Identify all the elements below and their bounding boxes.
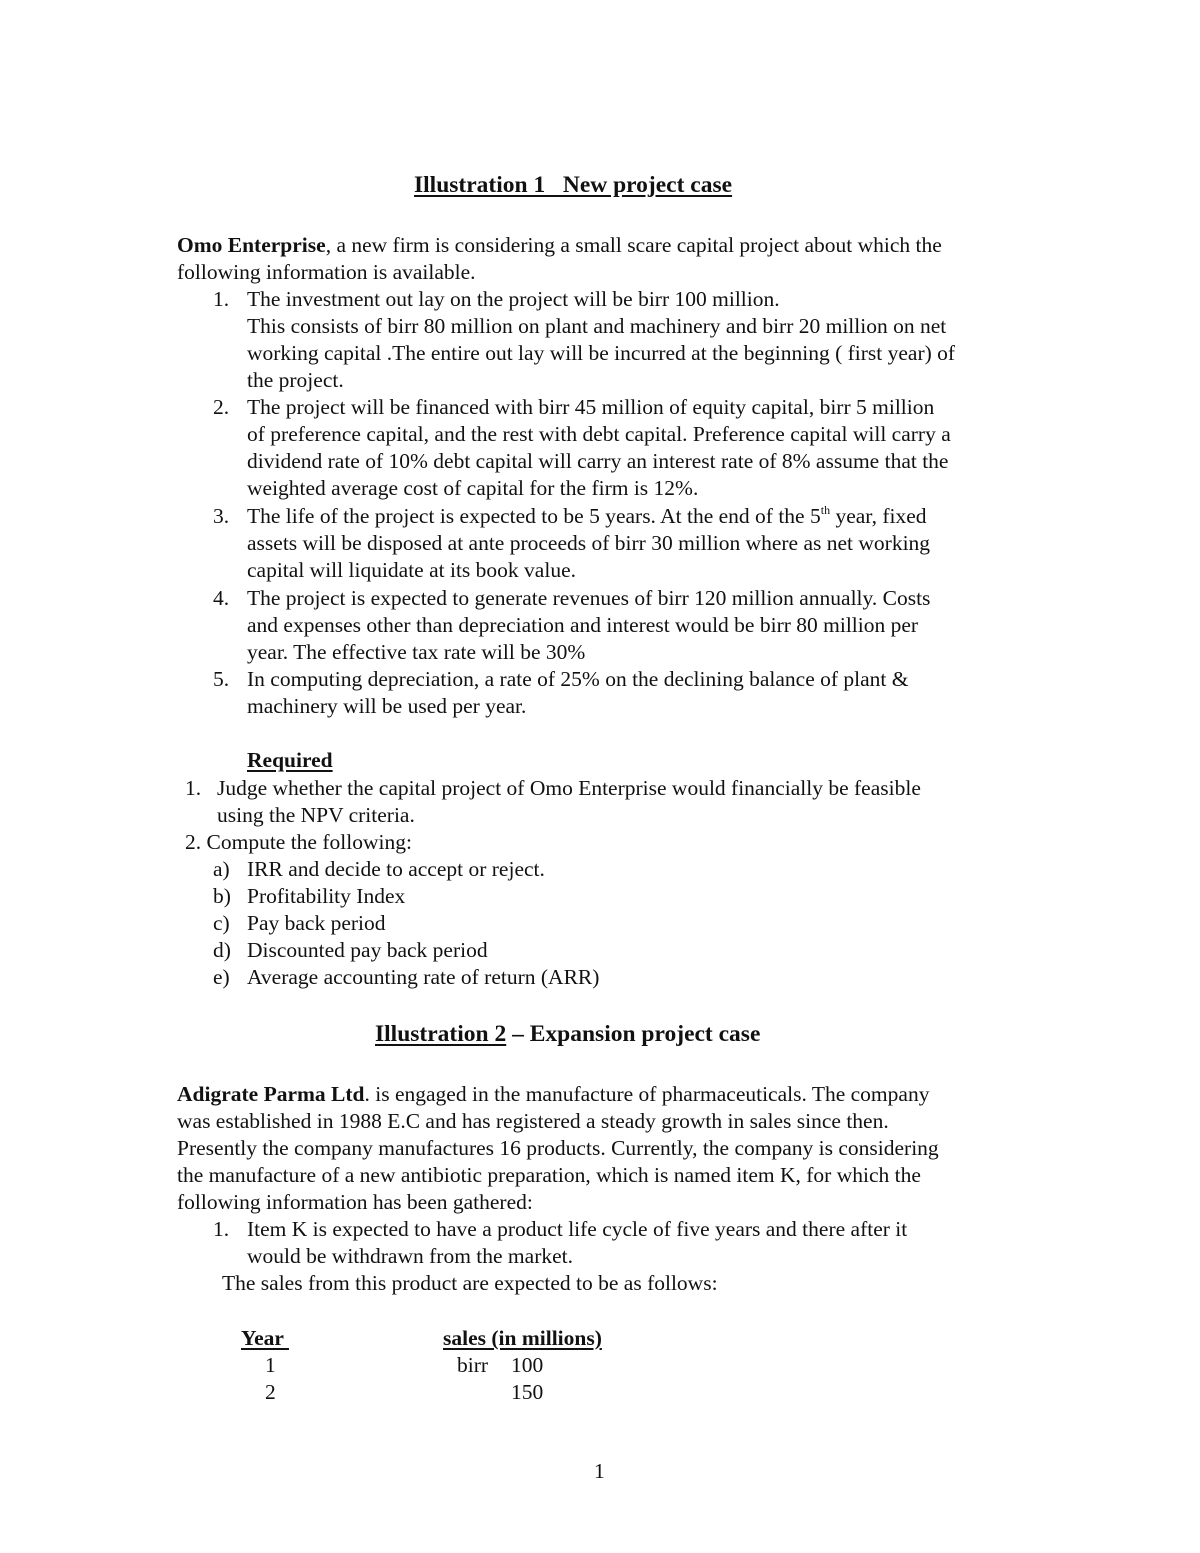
illustration2-intro-line: following information has been gathered: bbox=[177, 1190, 533, 1214]
list-item-line: working capital .The entire out lay will be incurred at the beginning ( first year) of bbox=[247, 341, 956, 365]
table-cell-sales: 150 bbox=[511, 1380, 544, 1404]
illustration2-heading-label: Illustration 2 bbox=[375, 1021, 507, 1047]
page-number: 1 bbox=[594, 1459, 605, 1483]
list-item-line: capital will liquidate at its book value. bbox=[247, 558, 576, 582]
table-cell-year: 2 bbox=[265, 1380, 276, 1404]
list-item-line: The project will be financed with birr 45 million of equity capital, birr 5 million bbox=[247, 395, 935, 419]
list-item-line: weighted average cost of capital for the firm is 12%. bbox=[247, 476, 699, 500]
illustration2-intro-line: Presently the company manufactures 16 products. Currently, the company is considering bbox=[177, 1136, 939, 1160]
table-cell-year: 1 bbox=[265, 1353, 276, 1377]
compute-item-letter: c) bbox=[213, 911, 230, 935]
list-item-line: and expenses other than depreciation and interest would be birr 80 million per bbox=[247, 613, 919, 637]
illustration2-intro-line1 bbox=[177, 1084, 929, 1106]
intro-text: , a new firm is considering a small scare capital project about which the bbox=[325, 233, 942, 257]
list-item-line: year. The effective tax rate will be 30% bbox=[247, 640, 586, 664]
illustration2-heading-title: – Expansion project case bbox=[506, 1021, 761, 1047]
required-heading: Required bbox=[247, 748, 333, 772]
compute-item-text: Profitability Index bbox=[247, 884, 406, 908]
compute-item-text: Discounted pay back period bbox=[247, 938, 488, 962]
compute-label: 2. Compute the following: bbox=[185, 830, 412, 854]
list-item-line: Item K is expected to have a product life cycle of five years and there after it bbox=[247, 1217, 908, 1241]
item-number: 4. bbox=[213, 586, 230, 610]
item-number: 1. bbox=[213, 1217, 230, 1241]
item-number: 5. bbox=[213, 667, 230, 691]
compute-item-text: IRR and decide to accept or reject. bbox=[247, 857, 545, 881]
list-item-line: of preference capital, and the rest with debt capital. Preference capital will carry a bbox=[247, 422, 951, 446]
required-item-line: using the NPV criteria. bbox=[217, 803, 415, 827]
required-item-number: 1. bbox=[185, 776, 202, 800]
compute-item-letter: e) bbox=[213, 965, 230, 989]
compute-item-letter: a) bbox=[213, 857, 230, 881]
list-item-line: dividend rate of 10% debt capital will carry an interest rate of 8% assume that the bbox=[247, 449, 949, 473]
company-name: Adigrate Parma Ltd bbox=[177, 1082, 365, 1106]
compute-item-text: Average accounting rate of return (ARR) bbox=[247, 965, 600, 989]
list-item-line: The project is expected to generate revenues of birr 120 million annually. Costs bbox=[247, 586, 931, 610]
list-item-line: machinery will be used per year. bbox=[247, 694, 527, 718]
list-item-line: The investment out lay on the project will be birr 100 million. bbox=[247, 287, 780, 311]
text-segment: The life of the project is expected to be 5 years. At the end of the 5 bbox=[247, 504, 821, 528]
illustration1-intro-line1 bbox=[177, 235, 942, 257]
illustration1-heading: Illustration 1 New project case bbox=[414, 172, 733, 198]
table-cell-currency: birr bbox=[457, 1353, 489, 1377]
compute-item-letter: d) bbox=[213, 938, 231, 962]
list-item-line: would be withdrawn from the market. bbox=[247, 1244, 573, 1268]
table-cell-sales: 100 bbox=[511, 1353, 544, 1377]
list-item-line: In computing depreciation, a rate of 25% on the declining balance of plant & bbox=[247, 667, 909, 691]
text-segment: year, fixed bbox=[830, 504, 927, 528]
item-number: 3. bbox=[213, 504, 230, 528]
company-name: Omo Enterprise bbox=[177, 233, 326, 257]
list-item-line: This consists of birr 80 million on plant and machinery and birr 20 million on net bbox=[247, 314, 947, 338]
item-number: 2. bbox=[213, 395, 230, 419]
ordinal-suffix: th bbox=[820, 503, 831, 517]
illustration2-intro-line: was established in 1988 E.C and has registered a steady growth in sales since then. bbox=[177, 1109, 889, 1133]
table-header-sales: sales (in millions) bbox=[443, 1326, 602, 1350]
list-item-line: the project. bbox=[247, 368, 344, 392]
compute-item-letter: b) bbox=[213, 884, 231, 908]
compute-item-text: Pay back period bbox=[247, 911, 386, 935]
required-item-line: Judge whether the capital project of Omo Enterprise would financially be feasible bbox=[217, 776, 921, 800]
list-item-line: assets will be disposed at ante proceeds of birr 30 million where as net working bbox=[247, 531, 931, 555]
table-header-year: Year bbox=[241, 1326, 289, 1350]
sales-intro: The sales from this product are expected to be as follows: bbox=[222, 1271, 718, 1295]
illustration2-intro-line: the manufacture of a new antibiotic preparation, which is named item K, for which the bbox=[177, 1163, 921, 1187]
item-number: 1. bbox=[213, 287, 230, 311]
intro-text: . is engaged in the manufacture of pharmaceuticals. The company bbox=[364, 1082, 930, 1106]
illustration2-heading bbox=[375, 1023, 760, 1047]
list-item-line bbox=[247, 503, 927, 528]
illustration1-intro-line2: following information is available. bbox=[177, 260, 476, 284]
